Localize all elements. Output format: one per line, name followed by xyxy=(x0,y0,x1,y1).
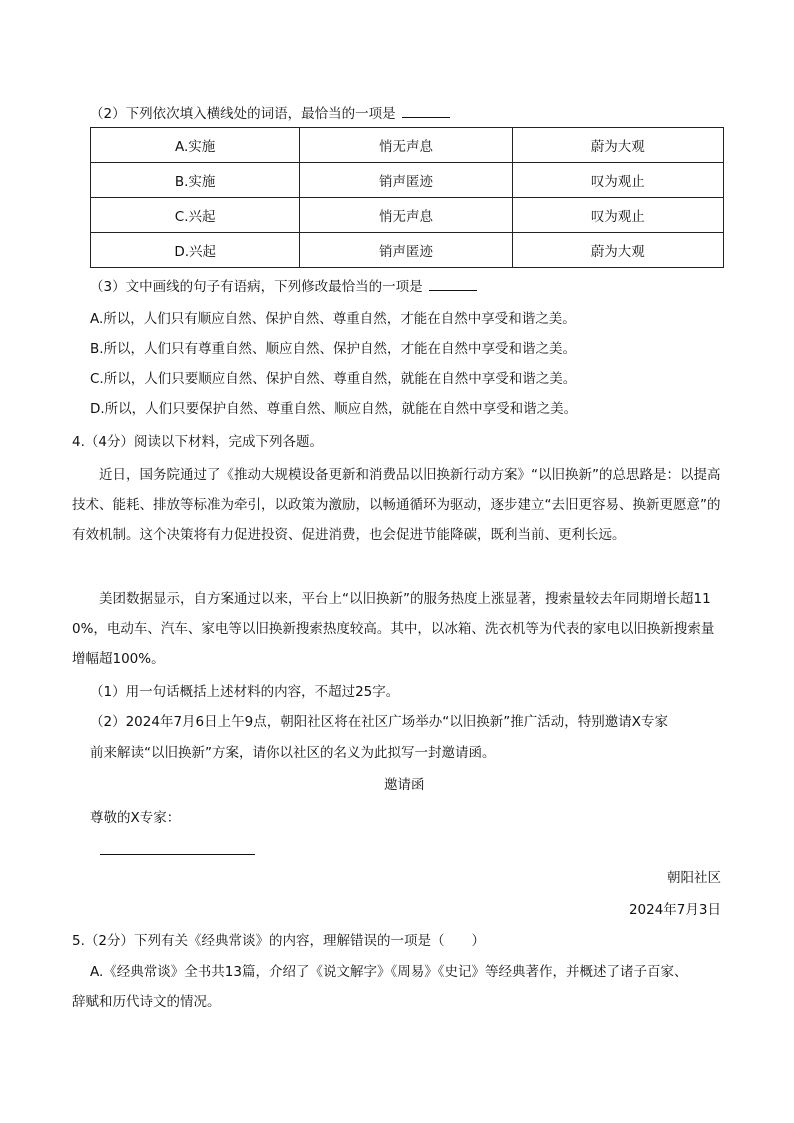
q4-sub-question-1: （1）用一句话概括上述材料的内容，不超过25字。 xyxy=(90,684,400,700)
letter-signature: 朝阳社区 xyxy=(667,870,721,886)
table-cell: 销声匿迹 xyxy=(300,233,512,268)
table-cell: A.实施 xyxy=(91,128,300,163)
word-options-table xyxy=(90,127,724,268)
table-cell: 销声匿迹 xyxy=(300,163,512,198)
option-d[interactable]: D.所以，人们只要保护自然、尊重自然、顺应自然，就能在自然中享受和谐之美。 xyxy=(90,401,578,417)
table-cell: C.兴起 xyxy=(91,198,300,233)
table-cell: D.兴起 xyxy=(91,233,300,268)
letter-title: 邀请函 xyxy=(384,777,425,793)
table-cell: B.实施 xyxy=(91,163,300,198)
option-c[interactable]: C.所以，人们只要顺应自然、保护自然、尊重自然，就能在自然中享受和谐之美。 xyxy=(90,371,577,387)
q3-part3-prompt: （3）文中画线的句子有语病，下列修改最恰当的一项是 xyxy=(90,276,477,297)
option-b[interactable]: B.所以，人们只有尊重自然、顺应自然、保护自然，才能在自然中享受和谐之美。 xyxy=(90,341,577,357)
table-cell: 叹为观止 xyxy=(512,198,723,233)
letter-salutation: 尊敬的X专家： xyxy=(90,810,181,826)
q4-sub-question-2-line-1: （2）2024年7月6日上午9点，朝阳社区将在社区广场举办“以旧换新”推广活动，特别邀请X专家 xyxy=(90,714,668,730)
letter-body-blank[interactable] xyxy=(100,854,255,855)
q4-material-paragraph-2: 美团数据显示，自方案通过以来，平台上“以旧换新”的服务热度上涨显著，搜索量较去年同期增长超110%，电动车、汽车、家电等以旧换新搜索热度较高。其中，以冰箱、洗衣机等为代表的家电以旧换新搜索量增幅超100%。 xyxy=(72,591,715,667)
q5-heading: 5.（2分）下列有关《经典常谈》的内容，理解错误的一项是（ ） xyxy=(72,933,485,949)
option-a[interactable]: A.所以，人们只有顺应自然、保护自然、尊重自然，才能在自然中享受和谐之美。 xyxy=(90,311,576,327)
letter-date: 2024年7月3日 xyxy=(628,902,721,918)
q5-option-a-line-2: 辞赋和历代诗文的情况。 xyxy=(72,994,221,1010)
table-cell: 蔚为大观 xyxy=(512,128,723,163)
table-row[interactable] xyxy=(91,163,724,198)
q5-option-a-line-1[interactable]: A.《经典常谈》全书共13篇，介绍了《说文解字》《周易》《史记》等经典著作，并概述了诸子百家、 xyxy=(90,964,688,980)
table-cell: 叹为观止 xyxy=(512,163,723,198)
q4-sub-question-2-line-2: 前来解读“以旧换新”方案，请你以社区的名义为此拟写一封邀请函。 xyxy=(90,745,496,761)
q4-heading: 4.（4分）阅读以下材料，完成下列各题。 xyxy=(72,434,323,450)
table-row[interactable] xyxy=(91,233,724,268)
table-cell: 悄无声息 xyxy=(300,198,512,233)
q4-material-paragraph-1: 近日，国务院通过了《推动大规模设备更新和消费品以旧换新行动方案》“以旧换新”的总思路是：以提高技术、能耗、排放等标准为牵引，以政策为激励，以畅通循环为驱动，逐步建立“去旧更容易、换新更愿意”的有效机制。这个决策将有力促进投资、促进消费，也会促进节能降碳，既利当前、更利长远。 xyxy=(72,467,721,543)
answer-blank[interactable] xyxy=(402,103,450,118)
q3-part2-prompt: （2）下列依次填入横线处的词语，最恰当的一项是 xyxy=(90,103,450,124)
table-row[interactable] xyxy=(91,198,724,233)
answer-blank[interactable] xyxy=(429,276,477,291)
table-cell: 悄无声息 xyxy=(300,128,512,163)
table-cell: 蔚为大观 xyxy=(512,233,723,268)
table-row[interactable] xyxy=(91,128,724,163)
